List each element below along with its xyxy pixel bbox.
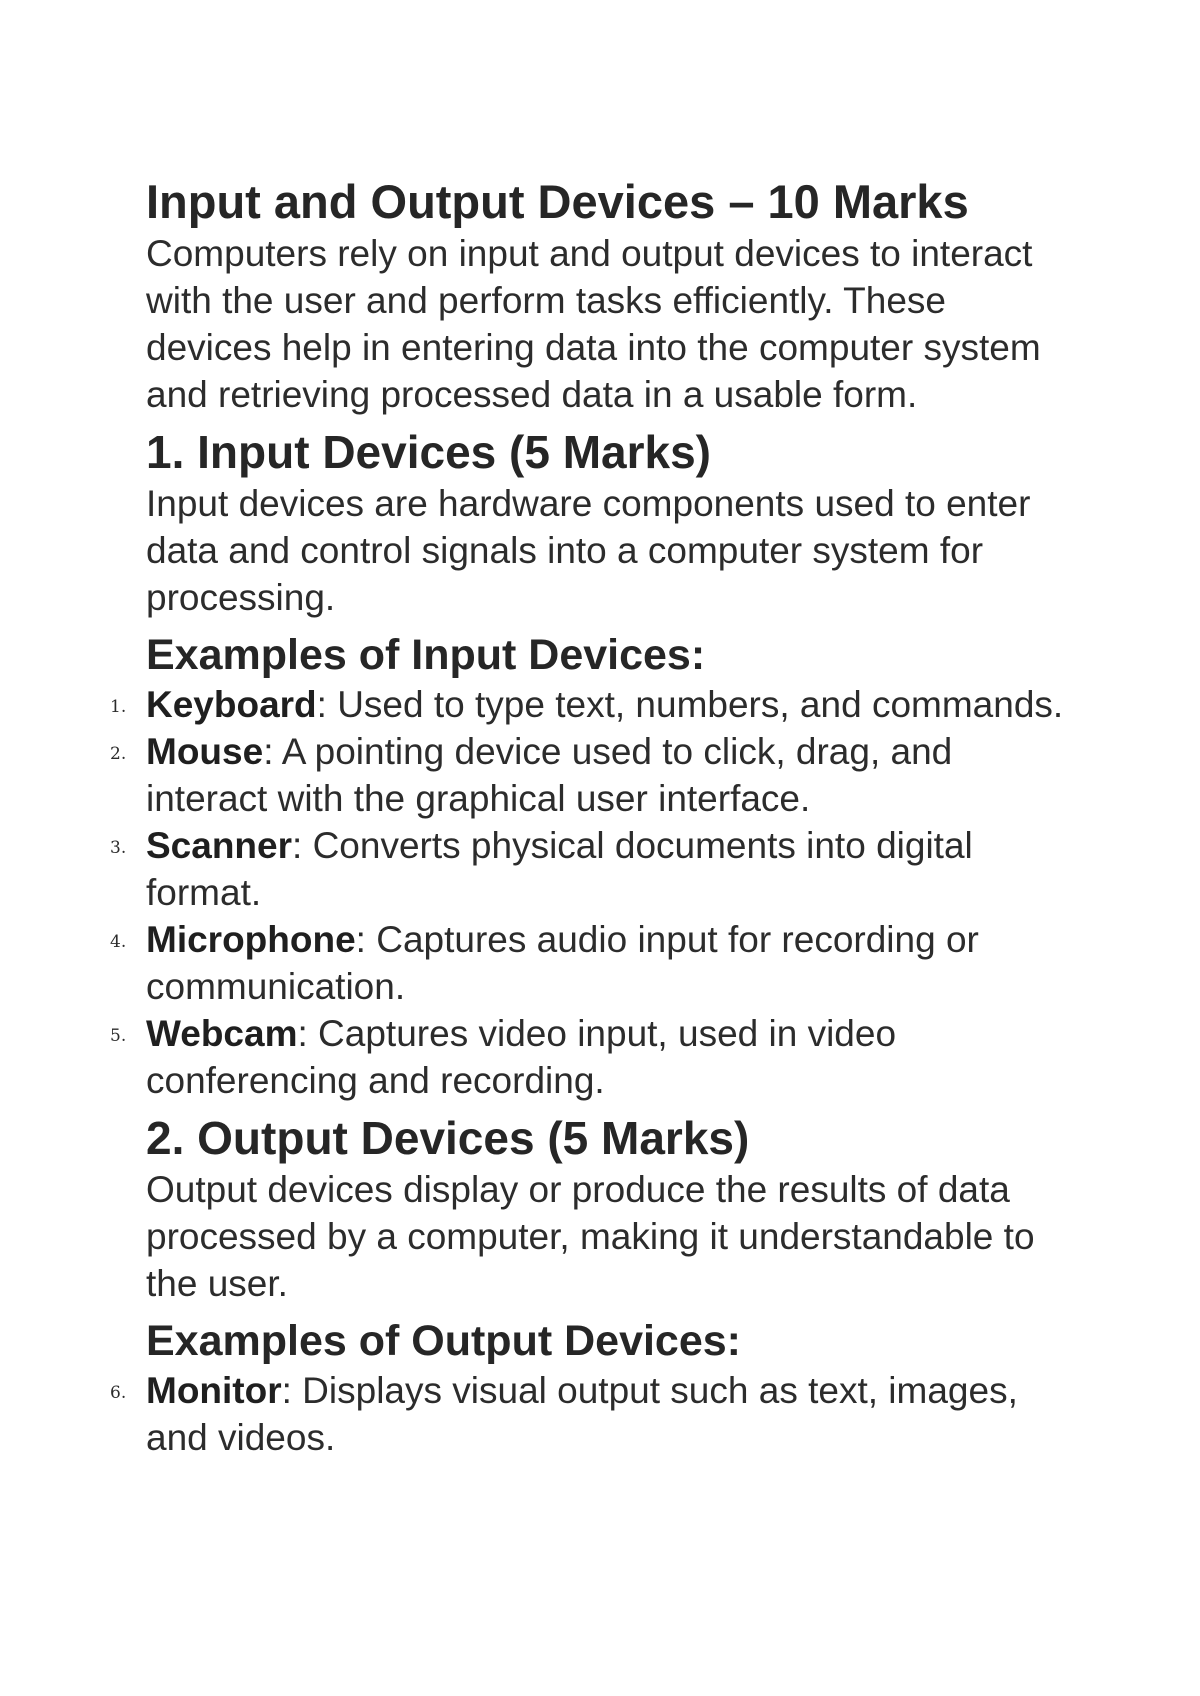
list-number: 2.: [110, 744, 127, 764]
list-item: [110, 1367, 1076, 1461]
list-number: 3.: [110, 838, 127, 858]
input-devices-list: [110, 681, 1076, 1104]
list-item: [110, 681, 1076, 728]
page-title: Input and Output Devices – 10 Marks: [146, 175, 969, 228]
output-devices-list: [110, 1367, 1076, 1461]
device-term: Webcam: [146, 1013, 298, 1054]
device-term: Monitor: [146, 1370, 282, 1411]
input-devices-description: Input devices are hardware components used to enter data and control signals into a computer system for processing.: [146, 483, 1031, 618]
list-number: 6.: [110, 1383, 127, 1403]
device-description: : Displays visual output such as text, images, and videos.: [146, 1370, 1018, 1458]
list-number: 1.: [110, 697, 127, 717]
list-item: [110, 1010, 1076, 1104]
list-number: 5.: [110, 1026, 127, 1046]
list-item: [110, 822, 1076, 916]
device-term: Mouse: [146, 731, 264, 772]
device-description: : Converts physical documents into digital format.: [146, 825, 973, 913]
list-number: 4.: [110, 932, 127, 952]
output-examples-heading: Examples of Output Devices:: [146, 1317, 741, 1365]
document-content: [110, 174, 1076, 1461]
device-term: Scanner: [146, 825, 293, 866]
output-devices-description: Output devices display or produce the results of data processed by a computer, making it understandable to the user.: [146, 1169, 1035, 1304]
device-description: : A pointing device used to click, drag, and interact with the graphical user interface.: [146, 731, 953, 819]
device-term: Keyboard: [146, 684, 317, 725]
output-devices-heading: 2. Output Devices (5 Marks): [146, 1112, 750, 1164]
list-item: [110, 728, 1076, 822]
input-examples-heading: Examples of Input Devices:: [146, 631, 706, 679]
device-description: : Used to type text, numbers, and commands.: [316, 684, 1064, 725]
input-devices-heading: 1. Input Devices (5 Marks): [146, 426, 711, 478]
device-term: Microphone: [146, 919, 356, 960]
device-description: : Captures video input, used in video conferencing and recording.: [146, 1013, 897, 1101]
device-description: : Captures audio input for recording or communication.: [146, 919, 979, 1007]
list-item: [110, 916, 1076, 1010]
intro-paragraph: Computers rely on input and output devices to interact with the user and perform tasks efficiently. These devices help in entering data into the computer system and retrieving processed data in a usable form.: [146, 233, 1041, 415]
